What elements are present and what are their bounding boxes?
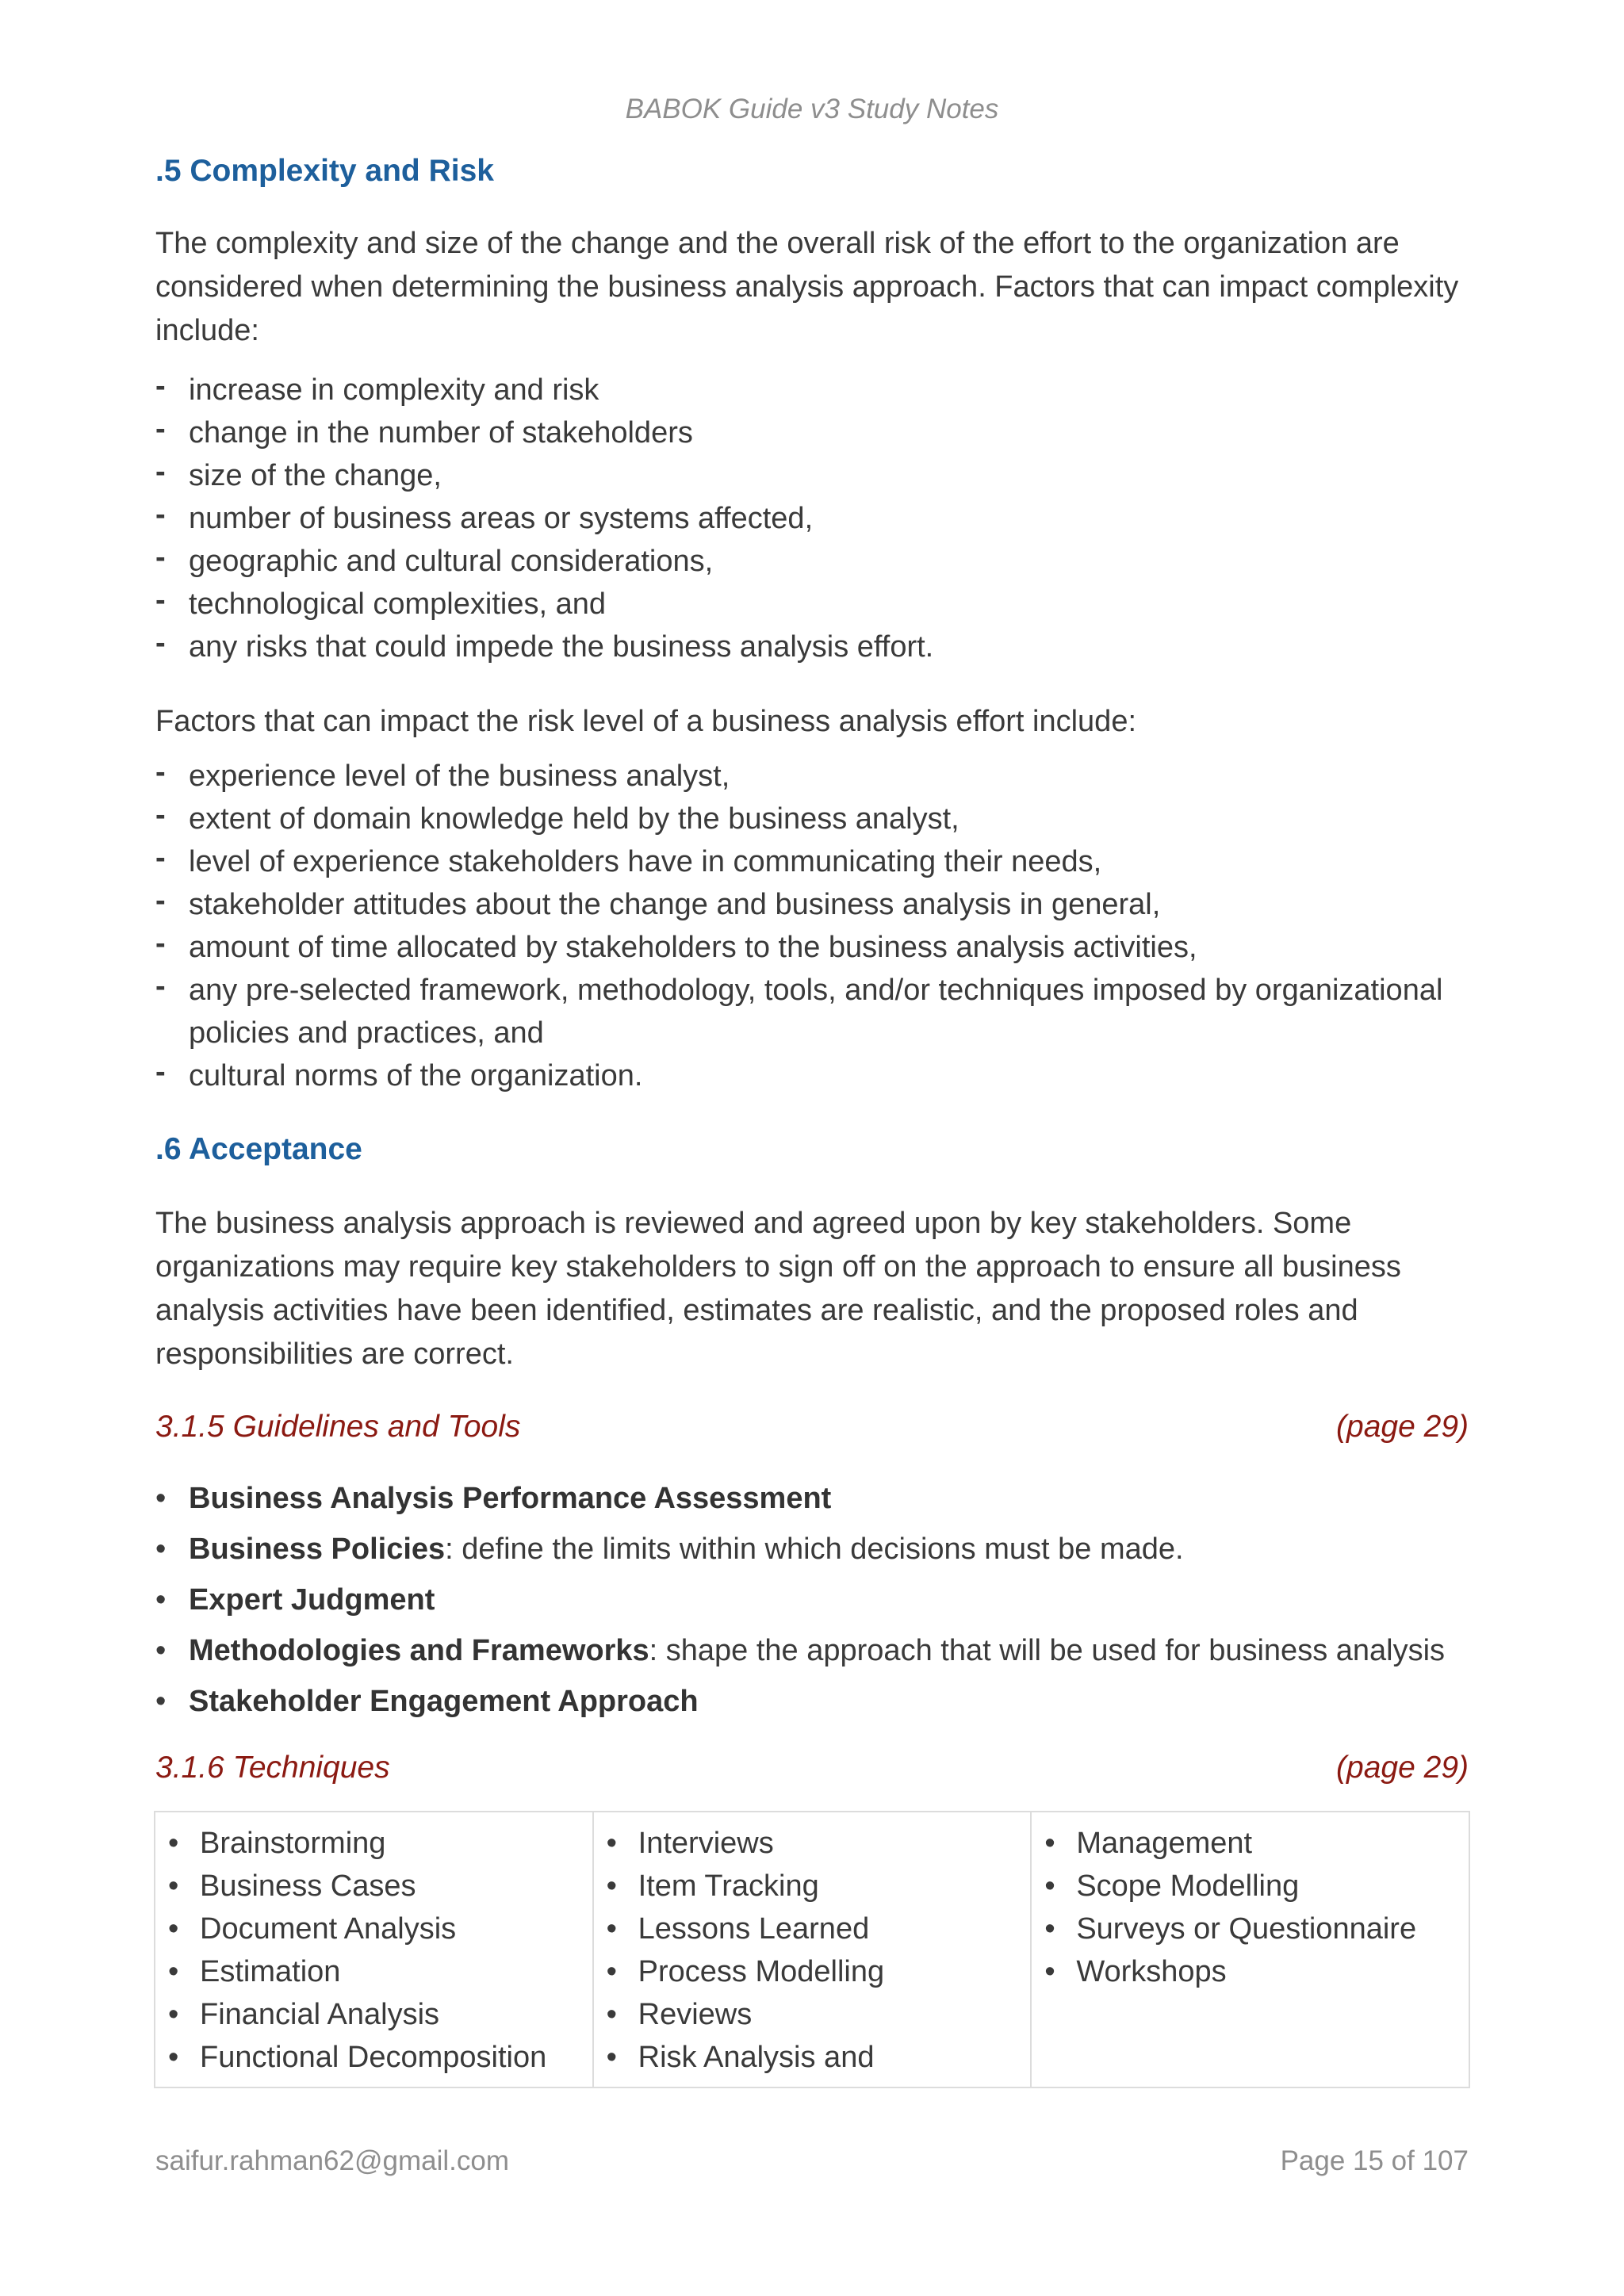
guidelines-heading-row: [155, 1406, 1469, 1448]
technique-item: [607, 1993, 1031, 2036]
techniques-page-ref: (page 29): [1336, 1751, 1469, 1785]
technique-item: [607, 1950, 1031, 1993]
dash-bullet-icon: -: [155, 927, 166, 960]
guidelines-page-ref: (page 29): [1336, 1410, 1469, 1444]
dash-bullet-icon: -: [155, 498, 166, 531]
bullet-icon: •: [168, 1998, 179, 2031]
guideline-item: [155, 1676, 1469, 1727]
complexity-list: [155, 369, 1469, 668]
page-content: [155, 151, 1469, 2088]
technique-item: [168, 1993, 592, 2036]
technique-item: [168, 2036, 592, 2079]
technique-label: Risk Analysis and: [638, 2041, 875, 2074]
dash-bullet-icon: -: [155, 841, 166, 874]
dash-bullet-icon: -: [155, 541, 166, 574]
techniques-column: [593, 1812, 1032, 2087]
bullet-icon: •: [168, 1912, 179, 1946]
list-item-text: size of the change,: [189, 459, 442, 492]
guidelines-list: [155, 1473, 1469, 1727]
list-item: [155, 883, 1469, 926]
guidelines-heading: 3.1.5 Guidelines and Tools: [155, 1410, 521, 1444]
technique-label: Item Tracking: [638, 1869, 819, 1903]
dash-bullet-icon: -: [155, 626, 166, 660]
list-item: [155, 798, 1469, 840]
list-item: [155, 369, 1469, 411]
dash-bullet-icon: -: [155, 756, 166, 789]
bullet-icon: •: [155, 1583, 167, 1617]
bullet-icon: •: [606, 1998, 617, 2031]
technique-item: [168, 1908, 592, 1950]
list-item-text: experience level of the business analyst,: [189, 760, 730, 793]
techniques-heading-row: [155, 1747, 1469, 1789]
list-item-text: cultural norms of the organization.: [189, 1059, 643, 1093]
guideline-term: Business Policies: [189, 1533, 446, 1566]
list-item: [155, 755, 1469, 798]
bullet-icon: •: [155, 1533, 167, 1566]
list-item-text: any pre-selected framework, methodology, tools, and/or techniques imposed by organizational policies and practices, and: [189, 974, 1443, 1050]
technique-label: Estimation: [200, 1955, 341, 1988]
list-item: [155, 454, 1469, 497]
list-item-text: number of business areas or systems affected,: [189, 502, 814, 535]
technique-label: Interviews: [638, 1827, 774, 1860]
list-item-text: technological complexities, and: [189, 587, 606, 621]
list-item-text: geographic and cultural considerations,: [189, 545, 714, 578]
technique-item: [168, 1865, 592, 1908]
guideline-item: [155, 1524, 1469, 1575]
technique-label: Functional Decomposition: [200, 2041, 547, 2074]
bullet-icon: •: [1044, 1827, 1055, 1860]
bullet-icon: •: [168, 2041, 179, 2074]
technique-item: [607, 2036, 1031, 2079]
technique-label: Management: [1076, 1827, 1253, 1860]
list-item-text: change in the number of stakeholders: [189, 416, 693, 450]
bullet-icon: •: [168, 1827, 179, 1860]
technique-item: [1044, 1865, 1469, 1908]
page-footer: [155, 2145, 1469, 2177]
footer-page-number: Page 15 of 107: [1280, 2145, 1469, 2176]
guideline-description: : define the limits within which decisions must be made.: [445, 1533, 1184, 1566]
bullet-icon: •: [606, 1827, 617, 1860]
techniques-heading: 3.1.6 Techniques: [155, 1751, 390, 1785]
list-item: [155, 497, 1469, 540]
list-item-text: stakeholder attitudes about the change and business analysis in general,: [189, 888, 1161, 921]
technique-item: [168, 1822, 592, 1865]
guideline-term: Methodologies and Frameworks: [189, 1634, 649, 1667]
list-item: [155, 626, 1469, 668]
technique-label: Scope Modelling: [1076, 1869, 1300, 1903]
technique-label: Financial Analysis: [200, 1998, 440, 2031]
bullet-icon: •: [168, 1955, 179, 1988]
bullet-icon: •: [1044, 1955, 1055, 1988]
list-item-text: increase in complexity and risk: [189, 373, 599, 407]
footer-email: saifur.rahman62@gmail.com: [155, 2145, 509, 2176]
dash-bullet-icon: -: [155, 970, 166, 1003]
technique-item: [607, 1822, 1031, 1865]
bullet-icon: •: [168, 1869, 179, 1903]
list-item: [155, 411, 1469, 454]
running-header: BABOK Guide v3 Study Notes: [625, 94, 999, 124]
techniques-table: [154, 1811, 1470, 2088]
technique-label: Document Analysis: [200, 1912, 457, 1946]
list-item-text: any risks that could impede the business analysis effort.: [189, 630, 934, 664]
dash-bullet-icon: -: [155, 798, 166, 832]
complexity-intro: The complexity and size of the change and the overall risk of the effort to the organization are considered when determining the business analysis approach. Factors that can impact complexity include:: [155, 227, 1459, 347]
list-item: [155, 926, 1469, 969]
bullet-icon: •: [606, 1869, 617, 1903]
list-item: [155, 969, 1469, 1054]
bullet-icon: •: [606, 1912, 617, 1946]
guideline-item: [155, 1625, 1469, 1676]
dash-bullet-icon: -: [155, 884, 166, 917]
list-item-text: extent of domain knowledge held by the business analyst,: [189, 802, 959, 836]
bullet-icon: •: [155, 1685, 167, 1718]
technique-label: Process Modelling: [638, 1955, 885, 1988]
techniques-column: [155, 1812, 593, 2087]
list-item: [155, 540, 1469, 583]
guideline-term: Expert Judgment: [189, 1583, 435, 1617]
acceptance-text: The business analysis approach is reviewed and agreed upon by key stakeholders. Some organizations may require key stakeholders to sign off on the approach to ensure all business analysis activities have been identified, estimates are realistic, and the proposed roles and responsibilities are correct.: [155, 1207, 1401, 1371]
technique-label: Workshops: [1076, 1955, 1227, 1988]
bullet-icon: •: [606, 1955, 617, 1988]
list-item-text: amount of time allocated by stakeholders to the business analysis activities,: [189, 931, 1197, 964]
dash-bullet-icon: -: [155, 1055, 166, 1089]
dash-bullet-icon: -: [155, 584, 166, 617]
bullet-icon: •: [155, 1634, 167, 1667]
risk-list: [155, 755, 1469, 1097]
techniques-row: [155, 1812, 1469, 2087]
list-item: [155, 1054, 1469, 1097]
list-item: [155, 840, 1469, 883]
technique-item: [1044, 1908, 1469, 1950]
bullet-icon: •: [606, 2041, 617, 2074]
dash-bullet-icon: -: [155, 412, 166, 446]
list-item: [155, 583, 1469, 626]
guideline-term: Stakeholder Engagement Approach: [189, 1685, 699, 1718]
technique-item: [168, 1950, 592, 1993]
risk-intro: Factors that can impact the risk level of a business analysis effort include:: [155, 705, 1137, 738]
guideline-description: : shape the approach that will be used for business analysis: [649, 1634, 1446, 1667]
technique-label: Brainstorming: [200, 1827, 386, 1860]
technique-item: [607, 1865, 1031, 1908]
technique-item: [1044, 1822, 1469, 1865]
bullet-icon: •: [1044, 1869, 1055, 1903]
complexity-heading: .5 Complexity and Risk: [155, 154, 494, 188]
techniques-column: [1031, 1812, 1469, 2087]
technique-label: Lessons Learned: [638, 1912, 870, 1946]
technique-label: Reviews: [638, 1998, 753, 2031]
bullet-icon: •: [155, 1482, 167, 1515]
dash-bullet-icon: -: [155, 455, 166, 488]
technique-item: [1044, 1950, 1469, 1993]
technique-item: [607, 1908, 1031, 1950]
list-item-text: level of experience stakeholders have in communicating their needs,: [189, 845, 1102, 878]
guideline-term: Business Analysis Performance Assessment: [189, 1482, 832, 1515]
guideline-item: [155, 1575, 1469, 1625]
technique-label: Business Cases: [200, 1869, 416, 1903]
bullet-icon: •: [1044, 1912, 1055, 1946]
guideline-item: [155, 1473, 1469, 1524]
technique-label: Surveys or Questionnaire: [1076, 1912, 1417, 1946]
acceptance-heading: .6 Acceptance: [155, 1132, 362, 1166]
dash-bullet-icon: -: [155, 369, 166, 403]
